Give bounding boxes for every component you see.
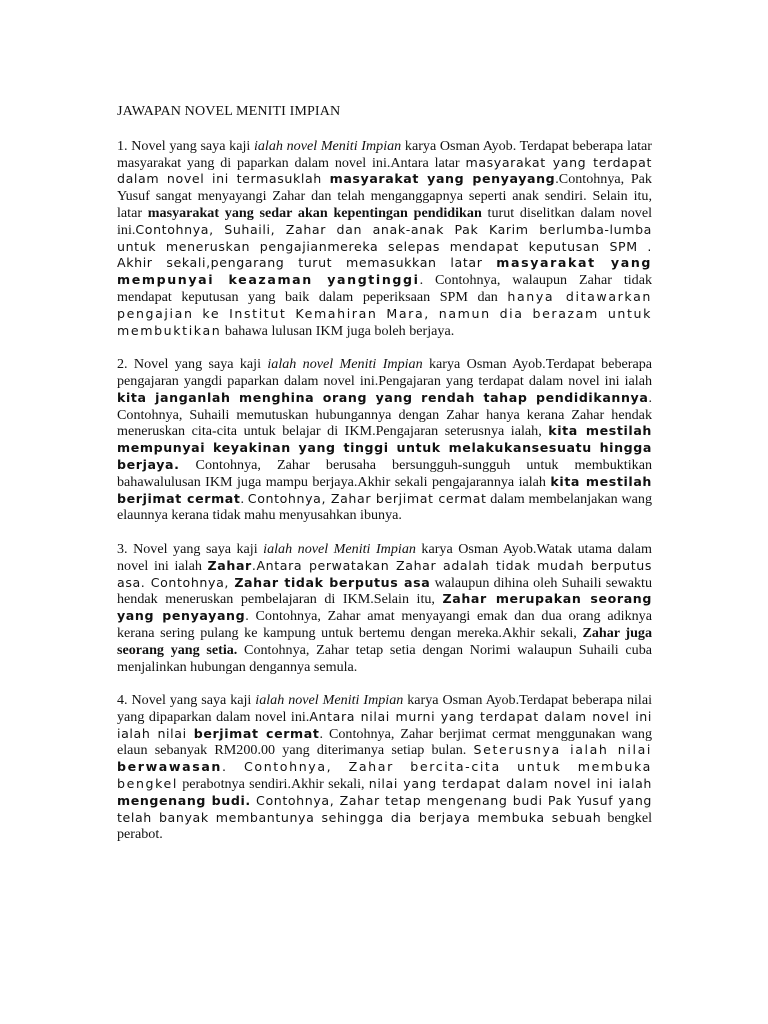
text-segment: karya Osman Ayob.Watak utama dalam novel ini ialah [117,540,653,574]
text-segment: .Contohnya, Pak Yusuf sangat menyayangi Zahar dan telah menganggapnya seperti anak sendiri. Selain itu, latar [117,171,652,221]
text-segment: turut diselitkan dalam novel ini. [117,204,652,238]
text-segment: . [240,490,248,507]
text-segment: bengkel perabot. [117,809,653,843]
text-segment: ialah novel Meniti Impian [267,356,423,373]
text-segment: kita mestilah mempunyai keyakinan yang tinggi untuk melakukansesuatu hingga berjaya. [117,423,652,472]
answer-paragraph-2 [117,356,652,524]
text-segment: Seterusnya ialah nilai [473,742,652,758]
text-segment: berwawasan [117,759,222,775]
text-segment: berjimat cermat [193,725,320,741]
text-segment: . Contohnya, Zahar amat menyayangi emak dan dua orang adiknya kerana sering pulang ke kampung untuk bertemu dengan mereka.Akhir sekali, [117,608,652,641]
text-segment: Zahar juga seorang yang setia. [117,624,653,658]
text-segment: . Contohnya, Zahar berjimat cermat menggunakan wang elaun sebanyak RM200.00 yang diterimanya setiap bulan. [117,725,652,759]
text-segment: ialah novel Meniti Impian [255,692,404,709]
text-segment: perabotnya sendiri.Akhir sekali, [178,776,369,793]
text-segment: masyarakat yang terdapat dalam novel ini termasuklah [117,154,652,187]
text-segment: Zahar merupakan seorang yang penyayang [117,591,652,624]
text-segment: . Contohnya, walaupun Zahar tidak mendapat keputusan yang baik dalam peperiksaan SPM dan [117,272,652,305]
answer-paragraph-3 [117,541,652,675]
text-segment: Zahar [207,557,252,573]
text-segment: Contohnya, Zahar tetap setia dengan Norimi walaupun Suhaili cuba menjalinkan hubungan dengannya semula. [117,641,653,675]
text-segment: Contohnya, Zahar berusaha bersungguh-sungguh untuk membuktikan bahawalulusan IKM juga mampu berjaya.Akhir sekali pengajarannya ialah [117,456,652,490]
text-segment: . Contohnya, Suhaili memutuskan hubungannya dengan Zahar hanya kerana Zahar hendak meneruskan cita-cita untuk belajar di IKM.Pengajaran seterusnya ialah, [117,389,652,440]
text-segment: Antara nilai murni yang terdapat dalam novel ini ialah nilai [117,708,652,741]
text-segment: Contohnya, Zahar tetap mengenang budi Pak Yusuf yang telah banyak membantunya sehingga dia berjaya membuka sebuah [117,792,652,825]
document-content [117,103,652,860]
text-segment: kita janganlah menghina orang yang rendah tahap pendidikannya [117,389,649,405]
text-segment: kita mestilah berjimat cermat [117,473,652,506]
text-segment: ialah novel Meniti Impian [253,137,402,154]
text-segment: bahawa lulusan IKM juga boleh berjaya. [221,322,455,339]
text-segment: dalam membelanjakan wang elaunnya kerana tidak mahu menyusahkan ibunya. [117,490,652,524]
answer-paragraph-1 [117,138,652,340]
text-segment: walaupun dihina oleh Suhaili sewaktu hendak meneruskan pembelajaran di IKM.Selain itu, [117,574,652,608]
text-segment: . Contohnya, Zahar bercita-cita untuk membuka bengkel [117,759,652,792]
text-segment: ialah novel Meniti Impian [263,540,416,557]
text-segment: hanya ditawarkan pengajian ke Institut Kemahiran Mara, namun dia berazam untuk membuktikan [117,288,652,338]
text-segment: masyarakat yang penyayang [329,171,556,187]
text-segment: karya Osman Ayob.Terdapat beberapa pengajaran yangdi paparkan dalam novel ini.Pengajaran yang terdapat dalam novel ini ialah [117,356,653,389]
text-segment: masyarakat yang mempunyai keazaman yangtinggi [117,255,653,288]
document-title: JAWAPAN NOVEL MENITI IMPIAN [117,103,341,119]
text-segment: mengenang budi. [117,792,251,808]
text-segment: karya Osman Ayob.Terdapat beberapa nilai yang dipaparkan dalam novel ini. [117,692,652,725]
text-segment: 4. Novel yang saya kaji [117,692,256,709]
text-segment: Contohnya, Zahar berjimat cermat [247,490,487,506]
text-segment: Contohnya, Suhaili, Zahar dan anak-anak Pak Karim berlumba-lumba untuk meneruskan pengajianmereka selepas mendapat keputusan SPM . Akhir sekali,pengarang turut memasukkan latar [117,221,652,271]
text-segment: 2. Novel yang saya kaji [117,356,268,373]
text-segment: 1. Novel yang saya kaji [117,137,254,154]
text-segment: nilai yang terdapat dalam novel ini ialah [368,776,652,792]
text-segment: 3. Novel yang saya kaji [117,540,264,557]
text-segment: .Antara perwatakan Zahar adalah tidak mudah berputus asa. Contohnya, [117,557,652,590]
answer-paragraph-4 [117,692,652,843]
text-segment: masyarakat yang sedar akan kepentingan pendidikan [147,204,482,221]
text-segment: karya Osman Ayob. Terdapat beberapa latar masyarakat yang di paparkan dalam novel ini.Antara latar [117,137,653,171]
text-segment: Zahar tidak berputus asa [234,574,431,590]
